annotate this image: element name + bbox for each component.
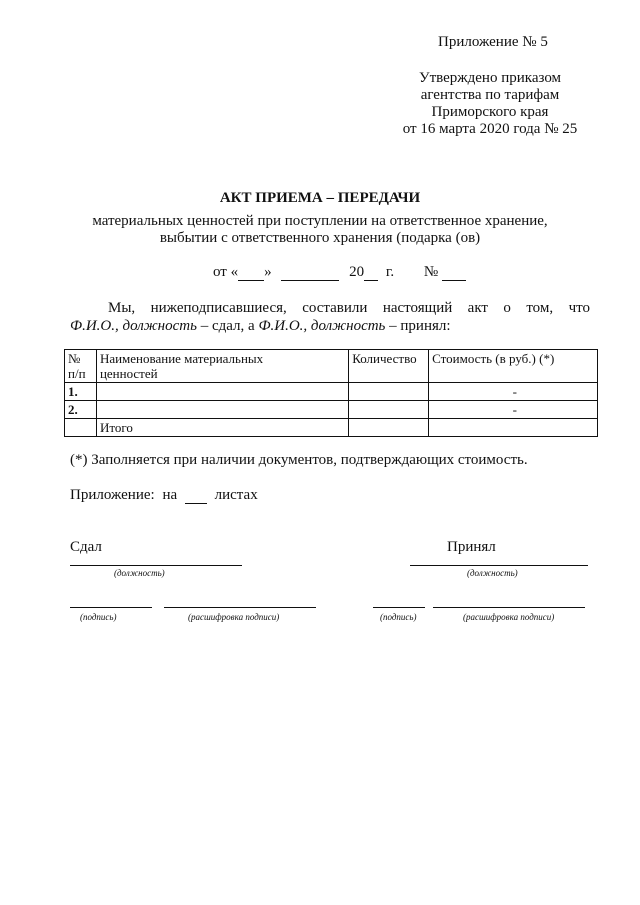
document-title: АКТ ПРИЕМА – ПЕРЕДАЧИ [219, 190, 421, 206]
year-prefix: 20 [349, 264, 365, 280]
gave-position-line[interactable] [70, 565, 242, 566]
values-table [64, 349, 598, 437]
document-subtitle [0, 213, 640, 247]
received-label: Принял [447, 539, 496, 555]
row-name[interactable] [96, 383, 348, 401]
attachment-sheets: листах [214, 487, 258, 503]
number-blank[interactable] [442, 266, 466, 281]
gave-position-caption: (должность) [114, 568, 165, 578]
header-cost: Стоимость (в руб.) (*) [429, 350, 598, 383]
gave-signature-caption: (подпись) [80, 612, 117, 622]
header-num-line: п/п [68, 366, 86, 381]
attachment-label: Приложение: [70, 487, 155, 503]
header-name [96, 350, 348, 383]
month-blank[interactable] [281, 266, 339, 281]
header-quantity: Количество [349, 350, 429, 383]
row-cost[interactable]: - [429, 401, 598, 419]
received-signature-caption: (подпись) [380, 612, 417, 622]
intro-line-1 [108, 300, 590, 317]
received-decoding-caption: (расшифровка подписи) [463, 612, 555, 622]
received-decoding-line[interactable] [433, 607, 585, 608]
header-num-line: № [68, 351, 81, 366]
date-from-label: от « [213, 264, 239, 280]
intro-word: что [568, 300, 590, 316]
gave-signature-line[interactable] [70, 607, 152, 608]
total-cost[interactable] [429, 419, 598, 437]
day-blank[interactable] [238, 266, 264, 281]
date-line [213, 264, 466, 281]
received-position-line[interactable] [410, 565, 588, 566]
intro-word: составили [302, 300, 368, 316]
received-position-caption: (должность) [467, 568, 518, 578]
table-total-row [65, 419, 598, 437]
header-name-line: Наименование материальных [99, 351, 264, 366]
table-row [65, 401, 598, 419]
intro-word: нижеподписавшиеся, [150, 300, 287, 316]
approval-block [395, 70, 585, 138]
sheets-count-blank[interactable] [185, 489, 207, 504]
year-suffix: г. [385, 264, 395, 280]
intro-line-2 [70, 318, 451, 335]
footnote: (*) Заполняется при наличии документов, подтверждающих стоимость. [70, 452, 528, 468]
received-signature-line[interactable] [373, 607, 425, 608]
subtitle-line: выбытии с ответственного хранения (подарка (ов) [159, 230, 481, 246]
intro-word: о [503, 300, 511, 316]
row-name[interactable] [96, 401, 348, 419]
fio-position-giver: Ф.И.О., должность [70, 318, 197, 334]
row-num: 2. [65, 401, 97, 419]
intro-gave-text: – сдал, а [196, 318, 259, 334]
fio-position-receiver: Ф.И.О., должность [258, 318, 386, 334]
approval-line: от 16 марта 2020 года № 25 [402, 121, 578, 137]
header-name-line: ценностей [99, 366, 158, 381]
intro-word: Мы, [108, 300, 136, 316]
intro-word: настоящий [382, 300, 453, 316]
header-num [65, 350, 97, 383]
date-close-quote: » [264, 264, 272, 280]
attachment-line [70, 487, 258, 504]
row-quantity[interactable] [349, 401, 429, 419]
gave-decoding-caption: (расшифровка подписи) [188, 612, 280, 622]
row-quantity[interactable] [349, 383, 429, 401]
total-quantity[interactable] [349, 419, 429, 437]
gave-label: Сдал [70, 539, 102, 555]
total-label: Итого [96, 419, 348, 437]
total-num [65, 419, 97, 437]
intro-word: том, [526, 300, 554, 316]
attachment-on: на [162, 487, 178, 503]
subtitle-line: материальных ценностей при поступлении на ответственное хранение, [92, 213, 548, 229]
approval-line: Утверждено приказом [418, 70, 562, 86]
approval-line: Приморского края [431, 104, 549, 120]
intro-received-text: – принял: [385, 318, 451, 334]
intro-word: акт [467, 300, 488, 316]
appendix-number: Приложение № 5 [438, 34, 548, 50]
number-sign: № [423, 264, 439, 280]
table-row [65, 383, 598, 401]
approval-line: агентства по тарифам [420, 87, 560, 103]
row-cost[interactable]: - [429, 383, 598, 401]
year-blank[interactable] [364, 266, 378, 281]
row-num: 1. [65, 383, 97, 401]
gave-decoding-line[interactable] [164, 607, 316, 608]
table-header-row [65, 350, 598, 383]
